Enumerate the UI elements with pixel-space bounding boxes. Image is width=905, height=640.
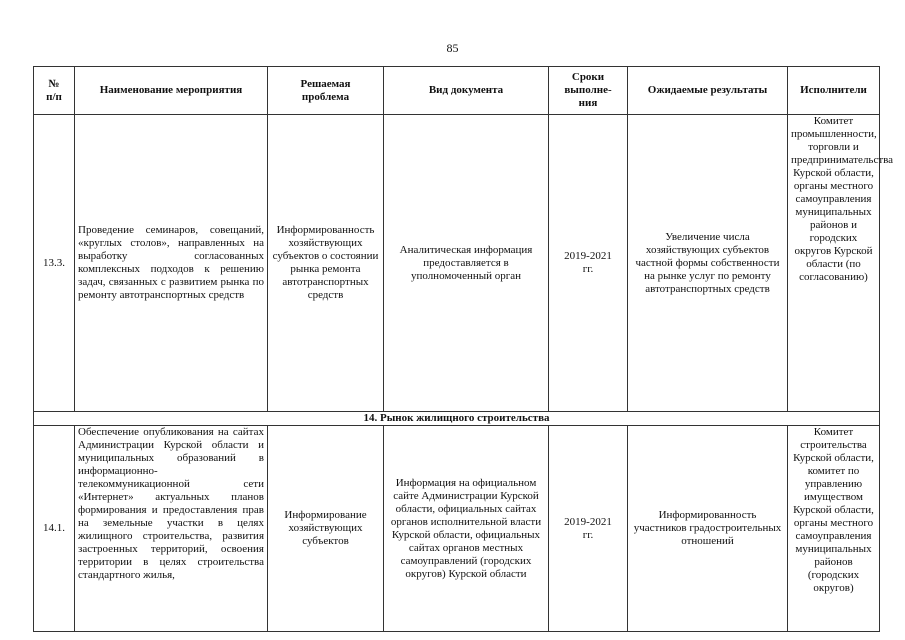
header-num: № п/п bbox=[34, 67, 75, 115]
activities-table bbox=[33, 66, 894, 632]
row-doc: Информация на официальном сайте Администрации Курской области, официальных сайтах органов исполнительной власти Курской области, официальных сайтах органов местных самоуправлений (городских округов) Курской области bbox=[384, 426, 549, 632]
header-doc: Вид документа bbox=[384, 67, 549, 115]
row-term: 2019-2021 гг. bbox=[549, 426, 628, 632]
row-term: 2019-2021 гг. bbox=[549, 115, 628, 412]
page-number: 85 bbox=[446, 41, 459, 55]
row-exec: Комитет промышленности, торговли и предпринимательства Курской области, органы местного самоуправления муниципальных районов и городских округов Курской области (по согласованию) bbox=[788, 115, 880, 412]
section-title: 14. Рынок жилищного строительства bbox=[34, 412, 880, 426]
row-exec: Комитет строительства Курской области, комитет по управлению имуществом Курской области, органы местного самоуправления муниципальных районов (городских округов) bbox=[788, 426, 880, 632]
row-problem: Информирование хозяйствующих субъектов bbox=[268, 426, 384, 632]
header-name: Наименование мероприятия bbox=[75, 67, 268, 115]
table-row bbox=[34, 115, 880, 412]
table-header-row bbox=[34, 67, 880, 115]
row-name: Проведение семинаров, совещаний, «круглых столов», направленных на выработку согласованных комплексных подходов к решению задач, связанных с развитием рынка по ремонту автотранспортных средств bbox=[75, 115, 268, 412]
row-problem: Информированность хозяйствующих субъектов о состоянии рынка ремонта автотранспортных средств bbox=[268, 115, 384, 412]
row-num: 14.1. bbox=[34, 426, 75, 632]
row-name: Обеспечение опубликования на сайтах Администрации Курской области и муниципальных образований в информационно-телекоммуникационной сети «Интернет» актуальных планов формирования и предоставления прав на земельные участки в целях жилищного строительства, развития застроенных территорий, освоения территории в целях строительства стандартного жилья, bbox=[75, 426, 268, 632]
header-exec: Исполнители bbox=[788, 67, 880, 115]
row-num: 13.3. bbox=[34, 115, 75, 412]
table-row bbox=[34, 426, 880, 632]
row-results: Увеличение числа хозяйствующих субъектов частной формы собственности на рынке услуг по ремонту автотранспортных средств bbox=[628, 115, 788, 412]
row-doc: Аналитическая информация предоставляется в уполномоченный орган bbox=[384, 115, 549, 412]
header-term: Сроки выполне- ния bbox=[549, 67, 628, 115]
header-problem: Решаемая проблема bbox=[268, 67, 384, 115]
row-results: Информированность участников градостроительных отношений bbox=[628, 426, 788, 632]
section-row bbox=[34, 412, 880, 426]
header-results: Ожидаемые результаты bbox=[628, 67, 788, 115]
